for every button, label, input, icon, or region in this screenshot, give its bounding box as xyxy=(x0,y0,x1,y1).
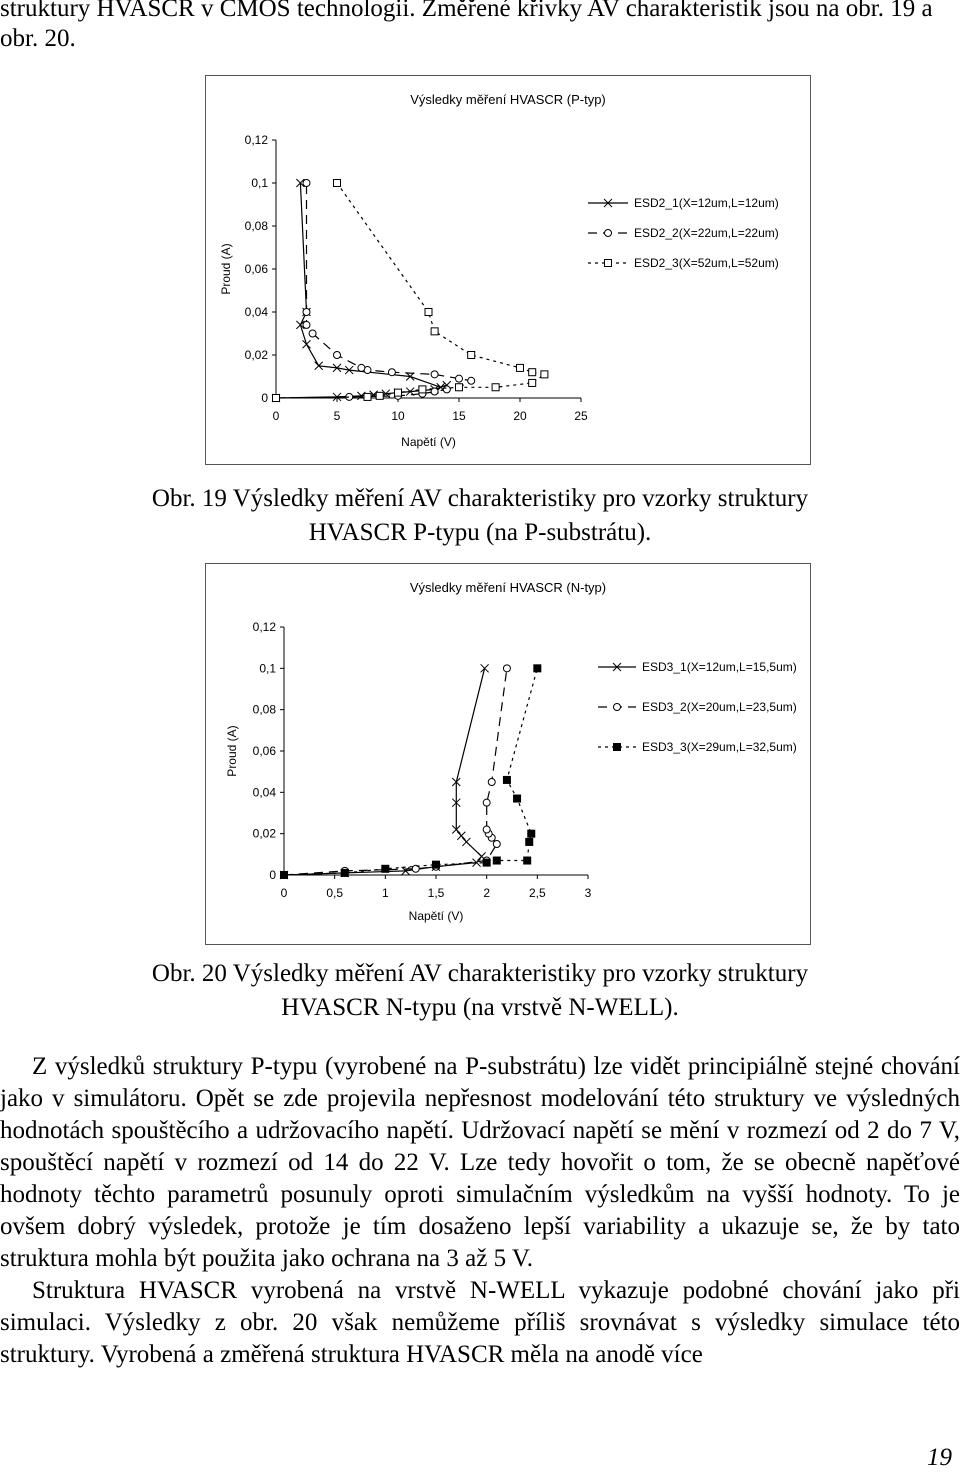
data-point-s3 xyxy=(431,328,438,335)
data-point-s1 xyxy=(481,664,489,672)
legend-label-1: ESD2_1(X=12um,L=12um) xyxy=(634,196,779,210)
x-axis-label: Napětí (V) xyxy=(408,909,464,923)
data-point-s2 xyxy=(468,377,475,384)
chart-n-type-svg xyxy=(206,564,810,944)
data-point-s3 xyxy=(395,389,402,396)
data-point-s3 xyxy=(526,838,533,845)
y-tick-label: 0,04 xyxy=(244,305,268,319)
y-tick-label: 0,02 xyxy=(244,348,268,362)
legend-label-3: ESD2_3(X=52um,L=52um) xyxy=(634,256,779,270)
y-tick-label: 0,08 xyxy=(252,702,276,717)
legend-marker-3 xyxy=(605,260,612,267)
data-point-s3 xyxy=(529,379,536,386)
x-tick-label: 1 xyxy=(381,886,389,900)
legend-label-1: ESD3_1(X=12um,L=15,5um) xyxy=(642,660,797,674)
data-point-s2 xyxy=(388,369,395,376)
x-tick-label: 2,5 xyxy=(528,886,546,900)
data-point-s3 xyxy=(524,857,531,864)
data-point-s2 xyxy=(303,309,310,316)
data-point-s3 xyxy=(541,371,548,378)
data-point-s1 xyxy=(462,838,470,846)
data-point-s3 xyxy=(382,865,389,872)
y-tick-label: 0,04 xyxy=(252,785,276,800)
x-tick-label: 1,5 xyxy=(427,886,445,900)
data-point-s2 xyxy=(456,375,463,382)
data-point-s2 xyxy=(431,371,438,378)
y-tick-label: 0 xyxy=(269,868,276,882)
y-axis-label: Proud (A) xyxy=(225,725,239,777)
data-point-s2 xyxy=(309,330,316,337)
legend-marker-3 xyxy=(614,744,621,751)
x-tick-label: 10 xyxy=(391,409,405,423)
chart-p-type-svg xyxy=(206,76,810,464)
x-tick-label: 15 xyxy=(452,409,466,423)
data-point-s3 xyxy=(529,369,536,376)
x-tick-label: 3 xyxy=(584,886,592,900)
data-point-s3 xyxy=(534,665,541,672)
y-axis-label: Proud (A) xyxy=(219,243,233,295)
legend-label-3: ESD3_3(X=29um,L=32,5um) xyxy=(642,740,797,754)
data-point-s3 xyxy=(334,180,341,187)
data-point-s2 xyxy=(483,826,490,833)
chart-n-type xyxy=(205,563,811,945)
data-point-s3 xyxy=(517,364,524,371)
x-tick-label: 5 xyxy=(333,409,341,423)
chart-p-type xyxy=(205,75,811,465)
series-line-1 xyxy=(284,668,485,875)
caption-fig19: Obr. 19 Výsledky měření AV charakteristiky pro vzorky struktury HVASCR P-typu (na P-substrátu). xyxy=(151,485,809,546)
y-tick-label: 0,1 xyxy=(251,176,268,190)
y-tick-label: 0,02 xyxy=(252,826,276,841)
y-tick-label: 0,06 xyxy=(244,262,268,276)
data-point-s3 xyxy=(503,776,510,783)
y-tick-label: 0 xyxy=(261,391,268,405)
data-point-s2 xyxy=(334,352,341,359)
data-point-s3 xyxy=(341,869,348,876)
data-point-s3 xyxy=(376,392,383,399)
x-tick-label: 0 xyxy=(280,886,288,900)
data-point-s3 xyxy=(281,872,288,879)
y-tick-label: 0,12 xyxy=(252,620,276,634)
chart-title: Výsledky měření HVASCR (N-typ) xyxy=(409,580,607,595)
page-number: 19 xyxy=(927,1444,952,1471)
x-tick-label: 20 xyxy=(513,409,527,423)
body-text xyxy=(0,1051,960,1371)
paragraph-1: Z výsledků struktury P-typu (vyrobené na P-substrátu) lze vidět principiálně stejné chování jako v simulátoru. Opět se zde projevila nepřesnost modelování této struktury ve výsledných hodnotách spouštěcího a udržovacího napětí. Udržovací napětí se mění v rozmezí od 2 do 7 V, spouštěcí napětí v rozmezí od 14 do 22 V. Lze tedy hovořit o tom, že se obecně napěťové hodnoty těchto parametrů posunuly oproti simulačním výsledkům na vyšší hodnoty. To je ovšem dobrý výsledek, protože je tím dosaženo lepší variability a ukazuje se, že by tato struktura mohla být použita jako ochrana na 3 až 5 V. xyxy=(0,1053,960,1272)
data-point-s3 xyxy=(273,395,280,402)
data-point-s2 xyxy=(358,364,365,371)
paragraph-2: Struktura HVASCR vyrobená na vrstvě N-WELL vykazuje podobné chování jako při simulaci. Výsledky z obr. 20 však nemůžeme příliš srovnávat s výsledky simulace této struktury. Vyrobená a změřená struktura HVASCR měla na anodě více xyxy=(0,1277,960,1368)
series-line-3 xyxy=(276,183,544,398)
data-point-s3 xyxy=(468,352,475,359)
data-point-s3 xyxy=(493,857,500,864)
legend-marker-2 xyxy=(614,704,621,711)
data-point-s1 xyxy=(303,340,311,348)
data-point-s2 xyxy=(493,841,500,848)
caption-fig20: Obr. 20 Výsledky měření AV charakteristiky pro vzorky struktury HVASCR N-typu (na vrstvě N-WELL). xyxy=(151,960,809,1021)
data-point-s3 xyxy=(433,861,440,868)
data-point-s2 xyxy=(303,180,310,187)
y-tick-label: 0,08 xyxy=(244,219,268,233)
x-tick-label: 2 xyxy=(483,886,491,900)
data-point-s3 xyxy=(528,830,535,837)
data-point-s2 xyxy=(303,321,310,328)
data-point-s3 xyxy=(425,309,432,316)
intro-text: struktury HVASCR v CMOS technologii. Změřené křivky AV charakteristik jsou na obr. 19 a obr. 20. xyxy=(0,0,933,52)
data-point-s3 xyxy=(492,384,499,391)
series-line-2 xyxy=(284,668,507,875)
data-point-s3 xyxy=(419,386,426,393)
data-point-s3 xyxy=(364,393,371,400)
data-point-s3 xyxy=(483,859,490,866)
data-point-s2 xyxy=(443,386,450,393)
legend-label-2: ESD2_2(X=22um,L=22um) xyxy=(634,226,779,240)
y-tick-label: 0,12 xyxy=(244,133,268,147)
data-point-s1 xyxy=(457,832,465,840)
data-point-s3 xyxy=(456,384,463,391)
data-point-s2 xyxy=(503,665,510,672)
data-point-s2 xyxy=(483,799,490,806)
y-tick-label: 0,06 xyxy=(252,744,276,758)
data-point-s2 xyxy=(488,779,495,786)
legend-marker-2 xyxy=(605,230,612,237)
x-tick-label: 0,5 xyxy=(326,886,344,900)
legend-label-2: ESD3_2(X=20um,L=23,5um) xyxy=(642,700,797,714)
x-axis-label: Napětí (V) xyxy=(401,435,456,449)
x-tick-label: 25 xyxy=(574,409,588,423)
y-tick-label: 0,1 xyxy=(259,661,276,676)
data-point-s3 xyxy=(514,795,521,802)
x-tick-label: 0 xyxy=(272,409,280,423)
chart-title: Výsledky měření HVASCR (P-typ) xyxy=(410,92,606,107)
